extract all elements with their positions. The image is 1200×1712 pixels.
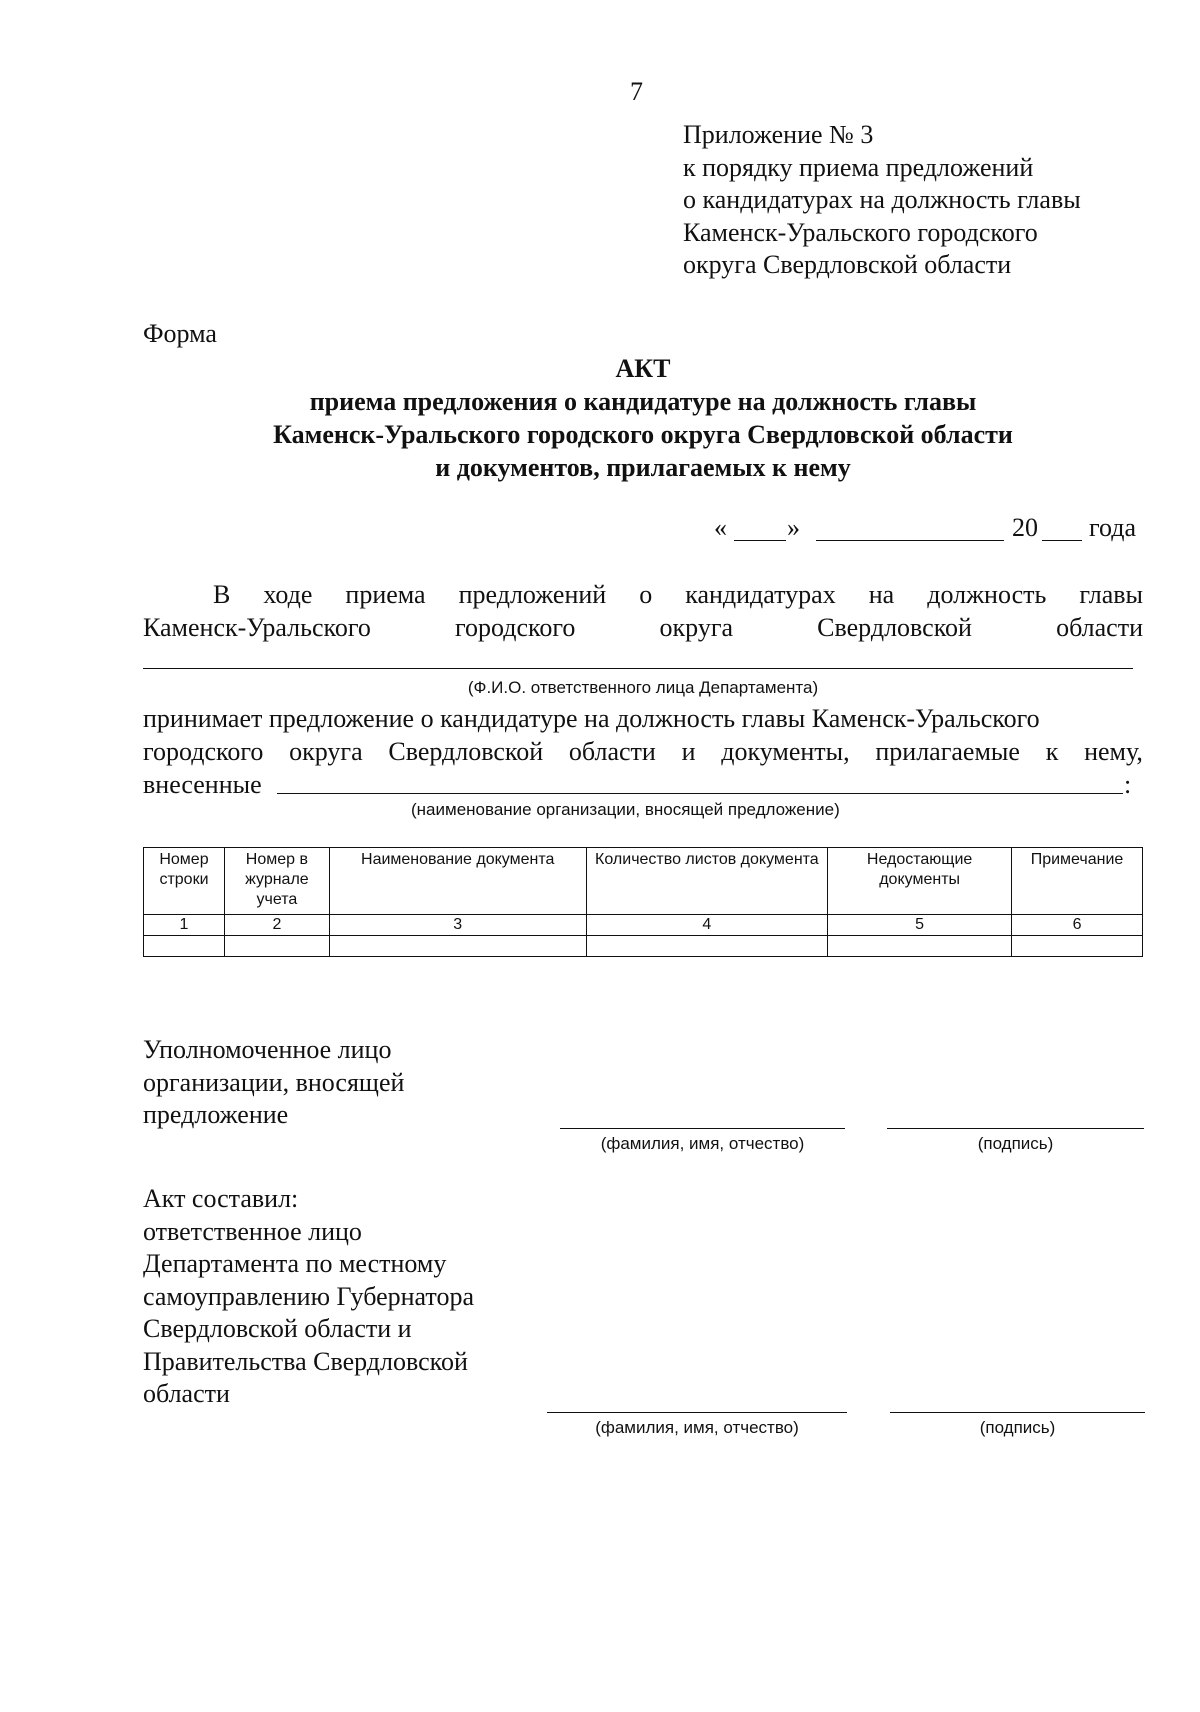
date-close-quote: »: [787, 513, 800, 542]
number-cell: 6: [1012, 915, 1143, 936]
empty-cell: [144, 936, 225, 957]
appendix-line: о кандидатурах на должность главы: [683, 185, 1081, 214]
documents-table: [143, 847, 1143, 957]
title-line: и документов, прилагаемых к нему: [435, 453, 851, 482]
para1-line1: [213, 579, 1143, 611]
empty-cell: [586, 936, 828, 957]
fio-caption: (Ф.И.О. ответственного лица Департамента): [467, 678, 819, 697]
sign1-label-line: организации, вносящей: [143, 1067, 405, 1097]
word: городского: [455, 613, 576, 642]
word: Свердловской: [817, 613, 972, 642]
sign2-label-line: ответственное лицо: [143, 1216, 362, 1246]
word: главы: [1079, 580, 1143, 609]
word: предложений: [458, 580, 607, 609]
word: и: [681, 737, 696, 766]
sign2-label-line: Департамента по местному: [143, 1249, 447, 1278]
word: области: [1056, 613, 1143, 642]
word: документы,: [721, 737, 850, 766]
word: приема: [345, 580, 426, 609]
word: области: [568, 737, 656, 766]
sign2-fio-caption: (фамилия, имя, отчество): [595, 1418, 799, 1437]
empty-cell: [329, 936, 586, 957]
sign1-fio-line: [560, 1128, 845, 1129]
para2-line3-suffix: :: [1124, 770, 1132, 799]
year-suffix: года: [1089, 513, 1137, 542]
sign1-fio-caption: (фамилия, имя, отчество): [600, 1134, 805, 1153]
sign1-signature-line: [887, 1128, 1144, 1129]
year-blank: [1042, 540, 1082, 541]
sign2-label-line: Акт составил:: [143, 1184, 299, 1213]
appendix-line: Приложение № 3: [683, 120, 874, 149]
appendix-line: к порядку приема предложений: [683, 152, 1034, 182]
header-cell: Примечание: [1012, 848, 1143, 915]
table-number-row: [144, 915, 1143, 936]
word: прилагаемые: [875, 737, 1020, 766]
sign2-label-line: самоуправлению Губернатора: [143, 1281, 474, 1311]
title-line: Каменск-Уральского городского округа Свердловской области: [273, 420, 1013, 449]
form-label: Форма: [143, 319, 217, 348]
table-row: [144, 936, 1143, 957]
appendix-line: округа Свердловской области: [683, 250, 1012, 279]
number-cell: 3: [329, 915, 586, 936]
sign2-label-line: области: [143, 1379, 230, 1408]
appendix-line: Каменск-Уральского городского: [683, 217, 1038, 247]
word: В: [213, 580, 231, 609]
month-blank: [816, 540, 1004, 541]
header-cell: Наименование документа: [329, 848, 586, 915]
document-title: [143, 352, 1143, 484]
day-blank: [734, 540, 786, 541]
sign2-label-line: Правительства Свердловской: [143, 1346, 468, 1376]
word: нему,: [1084, 737, 1143, 766]
word: Свердловской: [388, 737, 544, 766]
appendix-block: [683, 119, 1081, 282]
para1-line2: [143, 612, 1143, 644]
word: городского: [143, 737, 264, 766]
sign2-signature-caption: (подпись): [979, 1418, 1056, 1437]
number-cell: 1: [144, 915, 225, 936]
para2-line2: [143, 736, 1143, 768]
sign2-fio-line: [547, 1412, 847, 1413]
sign1-label-line: Уполномоченное лицо: [143, 1035, 392, 1064]
word: кандидатурах: [685, 580, 836, 609]
header-cell: Недостающие документы: [828, 848, 1012, 915]
year-prefix: 20: [1012, 513, 1038, 542]
empty-cell: [1012, 936, 1143, 957]
word: округа: [289, 737, 363, 766]
word: округа: [659, 613, 734, 642]
number-cell: 4: [586, 915, 828, 936]
date-open-quote: «: [714, 513, 727, 542]
word: к: [1045, 737, 1059, 766]
number-cell: 5: [828, 915, 1012, 936]
header-cell: Количество листов документа: [586, 848, 828, 915]
empty-cell: [828, 936, 1012, 957]
sign2-label: [143, 1183, 474, 1411]
fio-blank: [143, 668, 1133, 669]
page-number: 7: [630, 77, 643, 106]
table-header-row: [144, 848, 1143, 915]
word: должность: [927, 580, 1047, 609]
word: о: [639, 580, 653, 609]
number-cell: 2: [224, 915, 329, 936]
organization-blank: [277, 793, 1123, 794]
sign1-signature-caption: (подпись): [977, 1134, 1054, 1153]
sign2-label-line: Свердловской области и: [143, 1314, 412, 1343]
word: на: [868, 580, 895, 609]
para2-line3-prefix: внесенные: [143, 770, 262, 799]
title-line: приема предложения о кандидатуре на должность главы: [309, 387, 977, 416]
empty-cell: [224, 936, 329, 957]
organization-caption: (наименование организации, вносящей предложение): [411, 800, 840, 819]
sign1-label-line: предложение: [143, 1100, 289, 1129]
header-cell: Номер в журнале учета: [224, 848, 329, 915]
para2-line1: принимает предложение о кандидатуре на должность главы Каменск-Уральского: [143, 704, 1040, 733]
header-cell: Номер строки: [144, 848, 225, 915]
sign1-label: [143, 1034, 404, 1132]
title-line: АКТ: [615, 354, 671, 383]
word: Каменск-Уральского: [143, 613, 371, 642]
sign2-signature-line: [890, 1412, 1145, 1413]
word: ходе: [263, 580, 313, 609]
